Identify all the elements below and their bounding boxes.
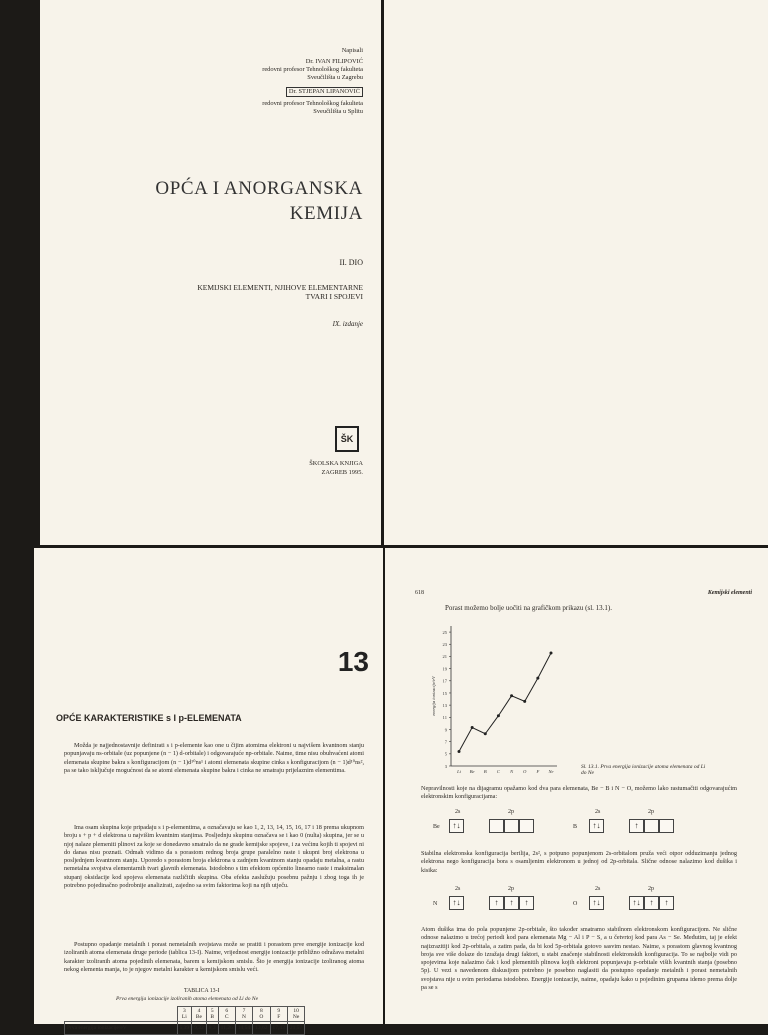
data-point	[523, 700, 526, 703]
y-tick-label: 11	[442, 715, 447, 721]
table-cell: 4 Be	[192, 1007, 207, 1022]
x-tick-label: F	[536, 769, 540, 774]
orbital-box-2p: ↑↓	[629, 896, 644, 910]
y-tick-label: 9	[444, 727, 447, 733]
ionization-table	[64, 1006, 305, 1035]
title-page	[40, 0, 381, 545]
y-tick-label: 5	[444, 751, 447, 757]
author1-role: redovni profesor Tehnološkog fakulteta	[262, 66, 363, 73]
data-point	[484, 732, 487, 735]
written-by: Napisali	[341, 47, 363, 54]
orbital-box-2p: ↑	[519, 896, 534, 910]
y-tick-label: 13	[442, 702, 447, 708]
author1-university: Sveučilišta u Zagrebu	[307, 74, 363, 81]
blank-page	[384, 0, 768, 545]
figure-intro: Porast možemo bolje uočiti na grafičkom prikazu (sl. 13.1).	[445, 604, 612, 612]
x-tick-label: Li	[457, 769, 461, 774]
element-symbol: Be	[433, 824, 440, 830]
author2-university: Sveučilišta u Splitu	[313, 108, 363, 115]
figure-caption: Sl. 13.1. Prva energija ionizacije atoma elemenata od Li do Ne	[581, 764, 706, 776]
table-cell: 9 F	[270, 1007, 287, 1022]
orbital-box-2s: ↑↓	[449, 896, 464, 910]
table-cell: 3 Li	[177, 1007, 192, 1022]
publisher-place-year: ZAGREB 1995.	[321, 469, 363, 476]
author2-name: Dr. STJEPAN LIPANOVIĆ	[286, 87, 363, 97]
series-line	[459, 653, 551, 751]
y-tick-label: 7	[444, 739, 447, 745]
orbital-box-2s: ↑↓	[589, 819, 604, 833]
orbital-label-2p: 2p	[508, 809, 514, 815]
paragraph-3: Postupno opadanje metalnih i porast nemetalnih svojstava može se pratiti i porastom prve energije ionizacije kod izoliranih atoma elemenata druge periode (tablica 13-I). Naime, vrijednost energije ionizacije približno odražava metalni karakter izoliranih atoma pojedinih elemenata, barem u kemijskom smislu. Što je energija ionizacije izoliranog atoma nekog elementa manja, to je njegov metalni karakter u kemijskom smislu veći.	[64, 941, 364, 973]
y-tick-label: 23	[442, 642, 447, 648]
element-symbol: N	[433, 901, 438, 907]
paragraph-b: Stabilna elektronska konfiguracija berilija, 2s², s potpuno popunjenom 2s-orbitalom pruža veći otpor odduzimanju jednog elektrona nego konfiguracija bora s osamljenim elektronom u jednoj od 2p-orbitala. Slične odnose nalazimo kod dušika i kisika:	[421, 850, 737, 874]
ionization-chart	[385, 618, 768, 778]
table-row-label: Prva energija ionizacije/eV	[65, 1022, 178, 1035]
orbital-label-2p: 2p	[648, 886, 654, 892]
table-cell: 13,62	[253, 1022, 270, 1035]
element-symbol: O	[573, 901, 578, 907]
orbital-box-2p: ↑	[644, 896, 659, 910]
table-row	[65, 1007, 305, 1022]
table-cell: 10 Ne	[287, 1007, 304, 1022]
x-tick-label: O	[523, 769, 527, 774]
y-axis-label: energija ionizacije/eV	[431, 676, 436, 716]
table-cell: 8 O	[253, 1007, 270, 1022]
orbital-label-2s: 2s	[455, 886, 461, 892]
table-cell: 7 N	[235, 1007, 252, 1022]
orbital-box-2p	[659, 819, 674, 833]
x-tick-label: N	[510, 769, 514, 774]
table-caption: Prva energija ionizacije izoliranih atoma elemenata od Li do Ne	[116, 996, 259, 1002]
publisher-name: ŠKOLSKA KNJIGA	[309, 460, 363, 467]
data-point	[510, 694, 513, 697]
table-cell: 9,32	[192, 1022, 207, 1035]
data-point	[471, 726, 474, 729]
publisher-logo: ŠK	[335, 426, 359, 452]
subtitle-line1: KEMIJSKI ELEMENTI, NJIHOVE ELEMENTARNE	[197, 283, 363, 292]
x-tick-label: C	[496, 769, 500, 774]
book-title-line2: KEMIJA	[289, 203, 363, 224]
orbital-label-2s: 2s	[595, 809, 601, 815]
paragraph-c: Atom dušika ima do pola popunjene 2p-orbitale, što također smatramo stabilnom elektronskom konfiguracijom. Ne slične odnose nalazimo u trećoj periodi kod para elemenata Mg − Al i P − S, a u četvrtoj kod para As − Se. Međutim, taj je efekt najizrazitiji kod 2p-orbitala, a zatim pada, da bi kod 5p-orbitala gotovo sasvim nestao. Naime, s porastom glavnog kvantnog broja sve više dolaze do izražaja drugi faktori, u stabi značenje stabilnosti elektronskih konfiguracija. To se najbolje vidi po spojevima koje nalazimo čak i kod plemenitih plinova kojih elektroni popunjavaju p-orbitale viših kvantnih stanja (posebno 5p). U vezi s navedenom diskusijom potrebno je posebno naglasiti da postupno opadanje metalnih i porast nemetalnih svojstava nije u svim periodama istodobno. Energije ionizacije, naime, opadaju kako u pojedinim grupama idemo prema dolje pa se s	[421, 926, 737, 992]
data-point	[536, 677, 539, 680]
x-tick-label: Ne	[548, 769, 554, 774]
orbital-box-2p: ↑	[489, 896, 504, 910]
orbital-label-2s: 2s	[595, 886, 601, 892]
orbital-box-2p	[519, 819, 534, 833]
orbital-box-2p: ↑	[659, 896, 674, 910]
y-tick-label: 17	[442, 678, 447, 684]
paragraph-2: Ima osam skupina koje pripadaju s i p-elementima, a označavaju se kao 1, 2, 13, 14, 15, 16, 17 i 18 prema ukupnom broju s + p + d elektrona u najvišim kvantnim stanjima. Posljednju skupinu označava se i kao 0 (nulta) skupina, jer se u njoj nalaze plemeniti plinovi za koje se donedavno smatralo da ne grade kemijske spojeve, i za većinu kojih ti spojevi ni do danas nisu poznati. Odmah vidimo da s porastom rednog broja grupe paralelno raste i ukupni broj elektrona u posljednjem kvantnom stanju. Uporedo s porastom broja elektrona u zadnjem kvantnom stanju opadaju metalna, a rastu nemetalna svojstva elementarnih tvari glavnih elemenata. Istodobno s tim efektom općenito linearno raste i maksimalan stupanj oksidacije kod spojeva elemenata različitih skupina. Oba efekta zaslužuju posebnu pažnju i zbog toga ih je potrebno pojedinačno podrobnije analizirati, zajedno sa svim faktorima koji na njih utječu.	[64, 824, 364, 890]
y-tick-label: 3	[444, 763, 447, 769]
orbital-box-2p: ↑	[504, 896, 519, 910]
edition: IX. izdanje	[332, 320, 363, 328]
table-corner-cell	[65, 1007, 178, 1022]
table-cell: 21,57	[287, 1022, 304, 1035]
table-cell: 5,39	[177, 1022, 192, 1035]
chapter-heading: OPĆE KARAKTERISTIKE s I p-ELEMENATA	[56, 713, 242, 723]
y-tick-label: 21	[442, 654, 447, 660]
author1-name: Dr. IVAN FILIPOVIĆ	[305, 58, 363, 65]
orbital-label-2p: 2p	[648, 809, 654, 815]
table-cell: 17,43	[270, 1022, 287, 1035]
data-point	[458, 750, 461, 753]
element-symbol: B	[573, 824, 578, 830]
y-tick-label: 19	[442, 666, 447, 672]
table-cell: 11,26	[218, 1022, 235, 1035]
table-cell: 6 C	[218, 1007, 235, 1022]
table-cell: 8,3	[206, 1022, 218, 1035]
orbital-box-2s: ↑↓	[449, 819, 464, 833]
table-title: TABLICA 13-I	[184, 988, 220, 994]
y-tick-label: 25	[442, 629, 447, 635]
orbital-box-2p	[489, 819, 504, 833]
orbital-box-2s: ↑↓	[589, 896, 604, 910]
paragraph-a: Nepravilnosti koje na dijagramu opažamo kod dva para elemenata, Be − B i N − O, možemo lako rastumačiti odgovarajućim elektronskim konfiguracijama:	[421, 785, 737, 801]
paragraph-1: Možda je najjednostavnije definirati s i p-elemente kao one u čijim atomima elektroni u najvišem kvantnom stanju popunjavaju ns-orbitale (uz popunjene (n − 1) d-orbitale) i odgovarajuće np-orbitale. Naime, time nisu obuhvaćeni atomi elemenata skupine bakra s konfiguracijom (n − 1)d¹⁰ns¹ i atomi elemenata skupine cinka s konfiguracijom (n − 1)d¹⁰ns², pa se tako isključuje mogućnost da se atomi elemenata skupine bakra i cinka ne smatraju prijelaznim elementima.	[64, 742, 364, 774]
orbital-label-2p: 2p	[508, 886, 514, 892]
chart-page	[385, 548, 768, 1024]
data-point	[550, 651, 553, 654]
table-cell: 14,54	[235, 1022, 252, 1035]
orbital-box-2p	[644, 819, 659, 833]
part-number: II. DIO	[339, 258, 363, 267]
orbital-box-2p: ↑	[629, 819, 644, 833]
chapter-number: 13	[337, 646, 369, 677]
data-point	[497, 714, 500, 717]
author2-role: redovni profesor Tehnološkog fakulteta	[262, 100, 363, 107]
chapter-page	[34, 548, 383, 1031]
table-cell: 5 B	[206, 1007, 218, 1022]
subtitle-line2: TVARI I SPOJEVI	[305, 292, 363, 301]
x-tick-label: B	[483, 769, 487, 774]
x-tick-label: Be	[469, 769, 475, 774]
orbital-label-2s: 2s	[455, 809, 461, 815]
page-number: 618	[415, 590, 424, 596]
book-title-line1: OPĆA I ANORGANSKA	[155, 178, 363, 199]
y-tick-label: 15	[442, 690, 447, 696]
orbital-box-2p	[504, 819, 519, 833]
table-row	[65, 1022, 305, 1035]
running-head: Kemijski elementi	[707, 590, 752, 596]
